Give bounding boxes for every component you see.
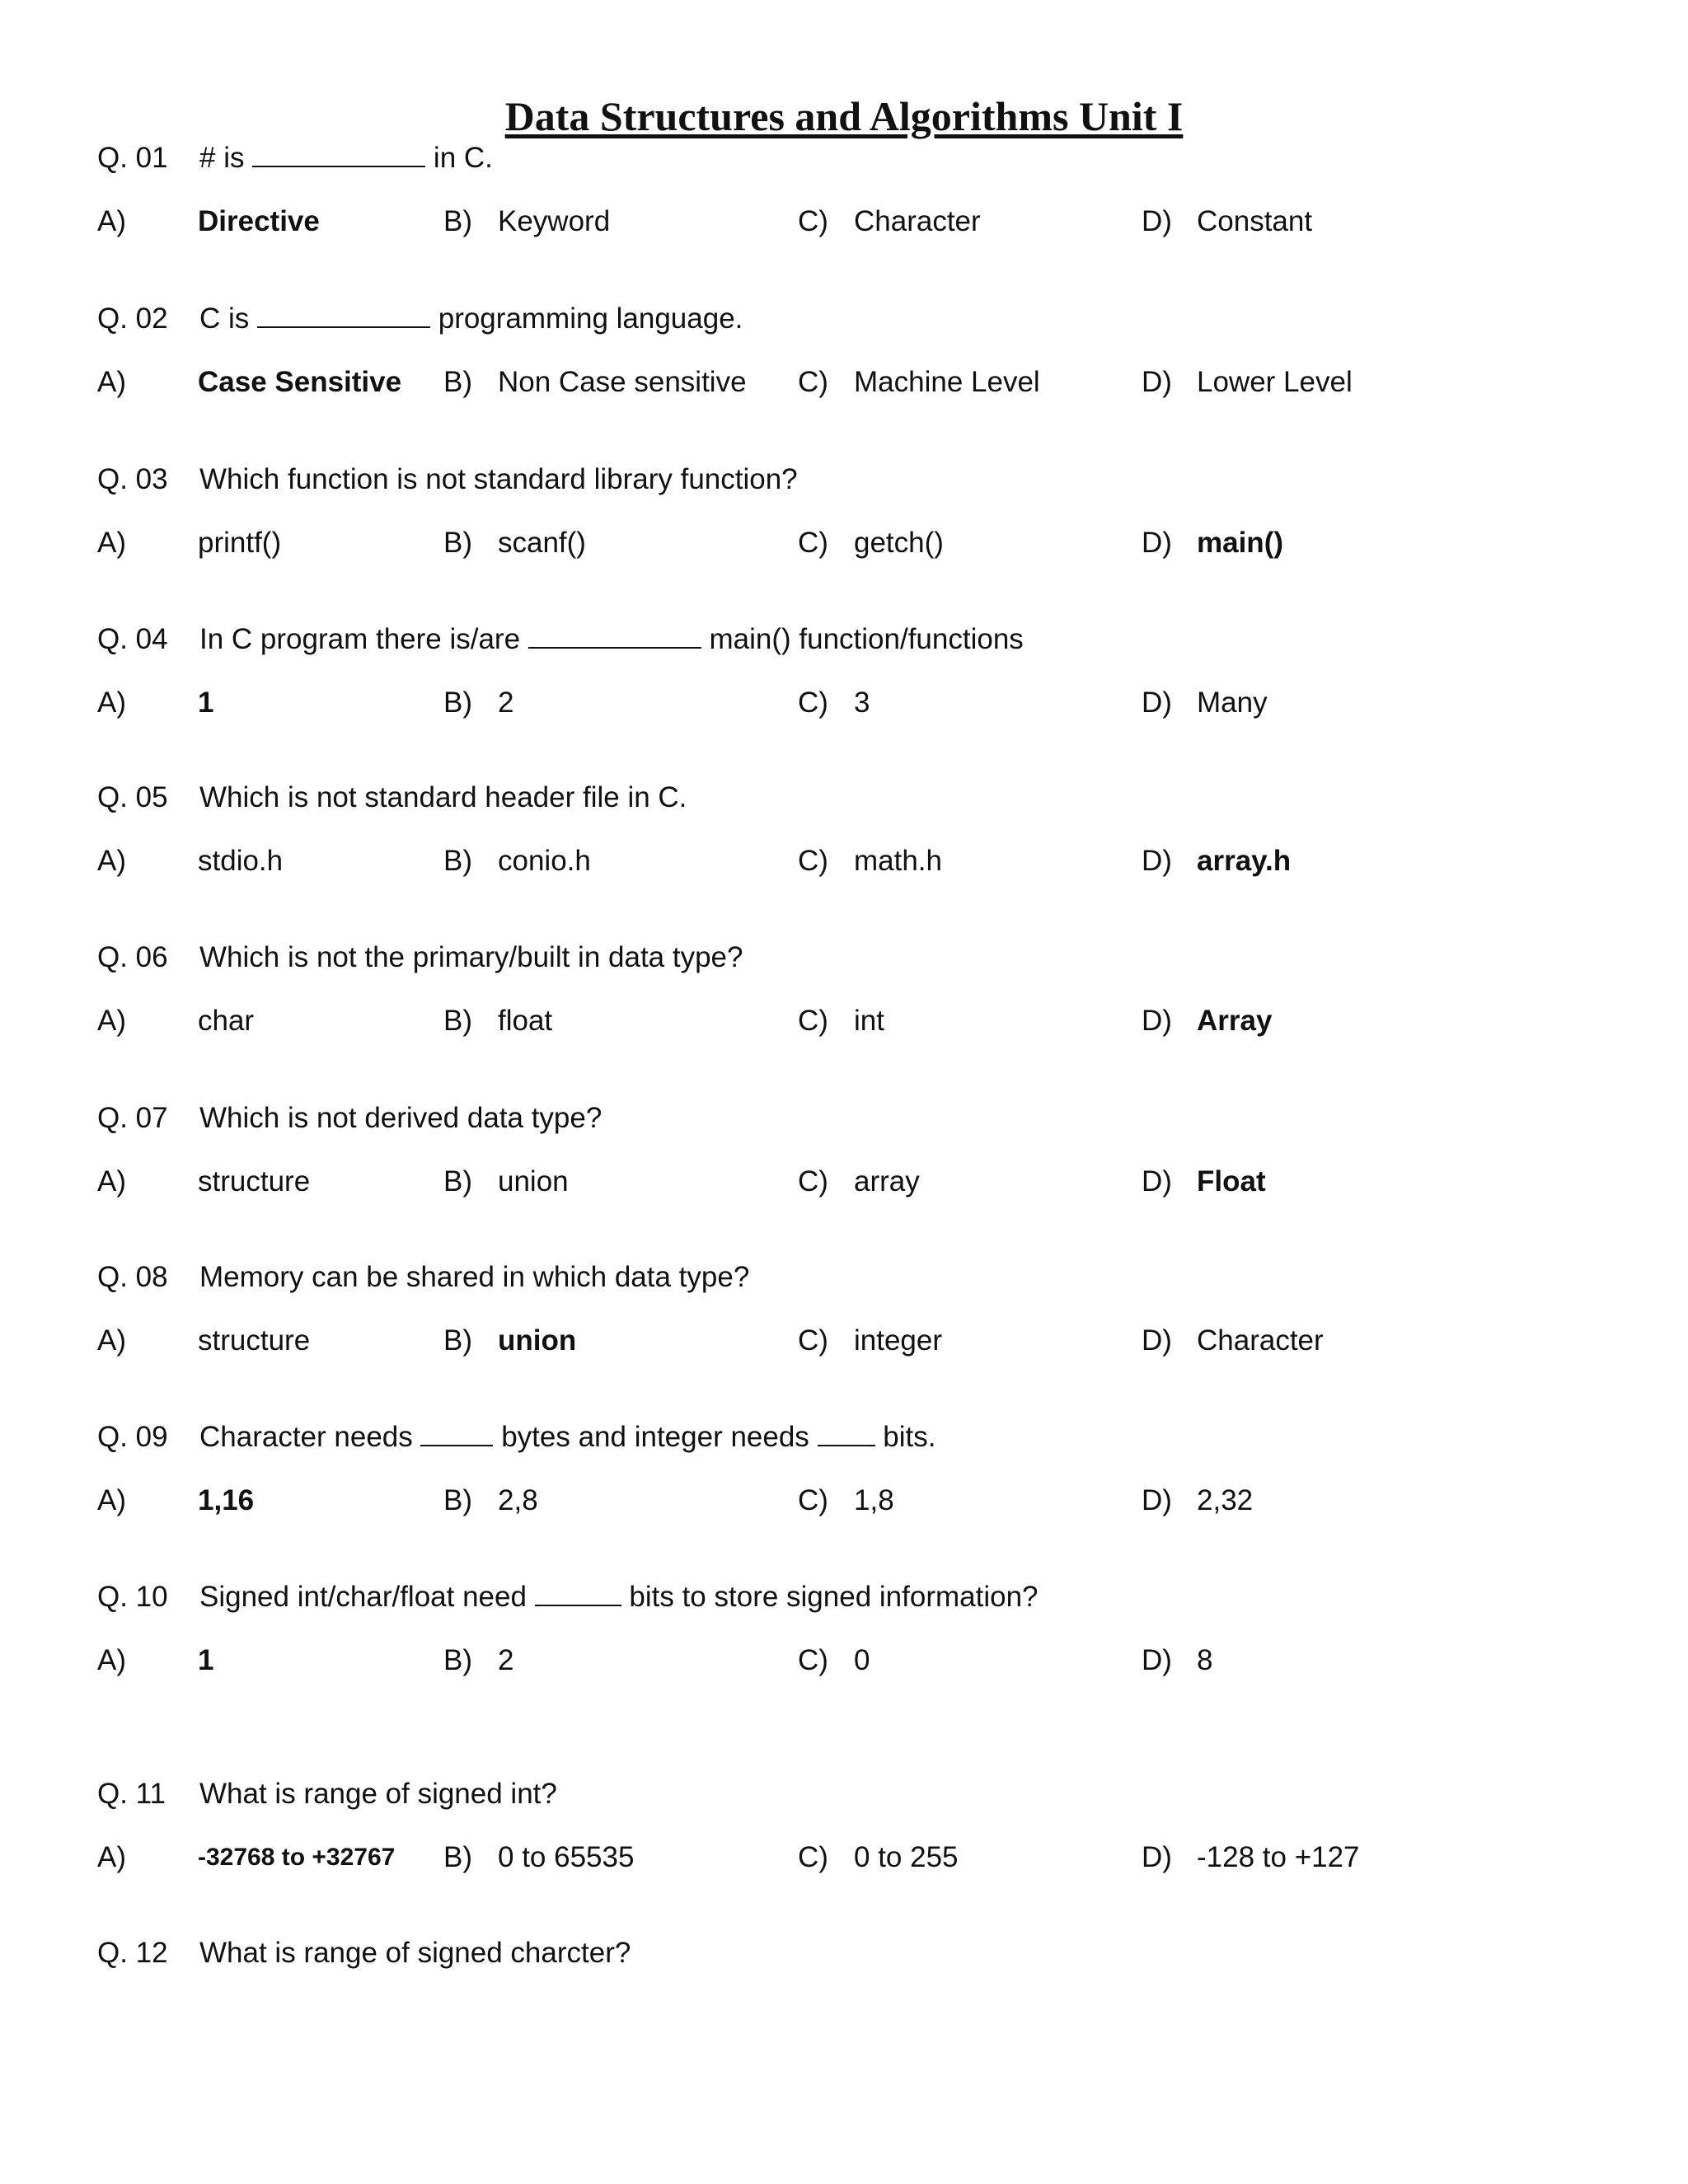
option-text: int xyxy=(854,1005,884,1037)
question-text xyxy=(199,1259,749,1296)
option-text: scanf() xyxy=(498,527,586,559)
option-text: array xyxy=(854,1165,920,1197)
option-label: C) xyxy=(798,1165,828,1197)
answer-blank xyxy=(420,1422,493,1446)
option-text-correct: union xyxy=(498,1324,577,1357)
question-text xyxy=(199,780,687,816)
option-label: C) xyxy=(798,1324,828,1357)
option-text: Keyword xyxy=(498,205,611,237)
option-label: B) xyxy=(443,1644,472,1676)
question-text xyxy=(199,301,743,337)
option-text: math.h xyxy=(854,845,942,877)
question-number: Q. 09 xyxy=(97,1421,168,1453)
option-label: C) xyxy=(798,1644,828,1676)
option-label: D) xyxy=(1142,527,1172,559)
answer-blank xyxy=(528,624,701,649)
option-label: D) xyxy=(1142,687,1172,719)
question-text-segment: Which is not derived data type? xyxy=(199,1102,603,1134)
option-text: Character xyxy=(854,205,981,237)
question-text xyxy=(199,462,798,498)
question-text xyxy=(199,1100,602,1137)
option-label: C) xyxy=(798,366,828,398)
option-text: 2,8 xyxy=(498,1484,538,1516)
option-text-correct: Case Sensitive xyxy=(198,366,402,398)
option-text-correct: main() xyxy=(1197,527,1283,559)
option-label: D) xyxy=(1142,845,1172,877)
question-number: Q. 01 xyxy=(97,142,168,174)
option-text: 0 xyxy=(854,1644,870,1676)
option-text-correct: 1 xyxy=(198,687,214,719)
option-text: Lower Level xyxy=(1197,366,1353,398)
option-label: B) xyxy=(443,1484,472,1516)
option-label: D) xyxy=(1142,1841,1172,1873)
option-text: 3 xyxy=(854,687,870,719)
option-label: C) xyxy=(798,1005,828,1037)
question-text xyxy=(199,1579,1039,1615)
question-text-segment: Which function is not standard library function? xyxy=(199,463,798,495)
question-number: Q. 02 xyxy=(97,302,168,335)
option-label: D) xyxy=(1142,1484,1172,1516)
option-text: getch() xyxy=(854,527,944,559)
option-text-correct: array.h xyxy=(1197,845,1292,877)
option-text: 8 xyxy=(1197,1644,1213,1676)
option-label: C) xyxy=(798,1484,828,1516)
question-text xyxy=(199,1935,631,1971)
answer-blank xyxy=(535,1582,621,1606)
option-label: D) xyxy=(1142,1644,1172,1676)
option-label: A) xyxy=(97,1841,126,1873)
option-label: B) xyxy=(443,845,472,877)
question-text-segment: Memory can be shared in which data type? xyxy=(199,1261,750,1293)
option-label: D) xyxy=(1142,1324,1172,1357)
option-label: A) xyxy=(97,366,126,398)
question-text-segment: bits. xyxy=(874,1421,936,1453)
question-number: Q. 10 xyxy=(97,1581,168,1613)
option-text: 2,32 xyxy=(1197,1484,1254,1516)
question-text-segment: Which is not the primary/built in data type? xyxy=(199,941,743,973)
question-text xyxy=(199,1419,935,1455)
question-number: Q. 05 xyxy=(97,781,168,813)
option-label: B) xyxy=(443,687,472,719)
option-label: B) xyxy=(443,1005,472,1037)
option-text-correct: 1 xyxy=(198,1644,214,1676)
answer-blank xyxy=(257,303,430,328)
option-label: A) xyxy=(97,205,126,237)
question-text-segment: Signed int/char/float need xyxy=(199,1581,535,1613)
option-text: 2 xyxy=(498,1644,514,1676)
option-label: A) xyxy=(97,845,126,877)
option-label: A) xyxy=(97,1005,126,1037)
option-label: A) xyxy=(97,1165,126,1197)
option-text: stdio.h xyxy=(198,845,284,877)
question-number: Q. 12 xyxy=(97,1937,168,1969)
question-text-segment: C is xyxy=(199,302,257,335)
option-text-correct: Directive xyxy=(198,205,320,237)
option-label: A) xyxy=(97,687,126,719)
option-label: A) xyxy=(97,1484,126,1516)
answer-blank xyxy=(818,1422,875,1446)
option-label: D) xyxy=(1142,366,1172,398)
option-label: C) xyxy=(798,527,828,559)
option-text: structure xyxy=(198,1324,311,1357)
option-text: -128 to +127 xyxy=(1197,1841,1360,1873)
question-text xyxy=(199,940,743,976)
option-text: 0 to 65535 xyxy=(498,1841,635,1873)
question-number: Q. 11 xyxy=(97,1778,166,1810)
option-label: B) xyxy=(443,1841,472,1873)
option-label: A) xyxy=(97,1644,126,1676)
option-text: char xyxy=(198,1005,255,1037)
option-text: float xyxy=(498,1005,553,1037)
option-text-correct: 1,16 xyxy=(198,1484,255,1516)
question-number: Q. 06 xyxy=(97,941,168,973)
option-text: Non Case sensitive xyxy=(498,366,747,398)
page-title: Data Structures and Algorithms Unit I xyxy=(504,93,1184,139)
question-text-segment: In C program there is/are xyxy=(199,623,528,655)
option-label: B) xyxy=(443,527,472,559)
option-text: printf() xyxy=(198,527,282,559)
question-number: Q. 04 xyxy=(97,623,168,655)
answer-blank xyxy=(252,143,425,167)
question-text-segment: What is range of signed charcter? xyxy=(199,1937,631,1969)
option-text-correct: Array xyxy=(1197,1005,1273,1037)
option-text: union xyxy=(498,1165,569,1197)
option-text: structure xyxy=(198,1165,311,1197)
question-text-segment: programming language. xyxy=(430,302,743,335)
option-label: C) xyxy=(798,205,828,237)
option-text: Machine Level xyxy=(854,366,1040,398)
question-text-segment: bytes and integer needs xyxy=(493,1421,818,1453)
option-label: A) xyxy=(97,1324,126,1357)
option-label: B) xyxy=(443,1324,472,1357)
option-label: D) xyxy=(1142,205,1172,237)
option-label: B) xyxy=(443,205,472,237)
question-number: Q. 08 xyxy=(97,1261,168,1293)
question-text xyxy=(199,621,1024,658)
option-label: B) xyxy=(443,366,472,398)
question-text xyxy=(199,1776,557,1812)
option-label: D) xyxy=(1142,1005,1172,1037)
option-label: A) xyxy=(97,527,126,559)
option-label: C) xyxy=(798,1841,828,1873)
option-text: Many xyxy=(1197,687,1268,719)
option-text: Constant xyxy=(1197,205,1313,237)
option-text: 1,8 xyxy=(854,1484,894,1516)
question-text-segment: What is range of signed int? xyxy=(199,1778,557,1810)
option-text: 2 xyxy=(498,687,514,719)
option-label: B) xyxy=(443,1165,472,1197)
question-text-segment: in C. xyxy=(425,142,493,174)
option-label: C) xyxy=(798,845,828,877)
option-label: C) xyxy=(798,687,828,719)
question-text-segment: # is xyxy=(199,142,253,174)
question-number: Q. 03 xyxy=(97,463,168,495)
option-text: 0 to 255 xyxy=(854,1841,959,1873)
question-number: Q. 07 xyxy=(97,1102,168,1134)
question-text-segment: main() function/functions xyxy=(701,623,1024,655)
option-text-correct: -32768 to +32767 xyxy=(198,1844,396,1871)
question-text xyxy=(199,140,493,176)
question-text-segment: bits to store signed information? xyxy=(621,1581,1039,1613)
question-text-segment: Character needs xyxy=(199,1421,421,1453)
option-label: D) xyxy=(1142,1165,1172,1197)
question-text-segment: Which is not standard header file in C. xyxy=(199,781,687,813)
option-text: integer xyxy=(854,1324,943,1357)
option-text: Character xyxy=(1197,1324,1324,1357)
option-text-correct: Float xyxy=(1197,1165,1266,1197)
option-text: conio.h xyxy=(498,845,591,877)
